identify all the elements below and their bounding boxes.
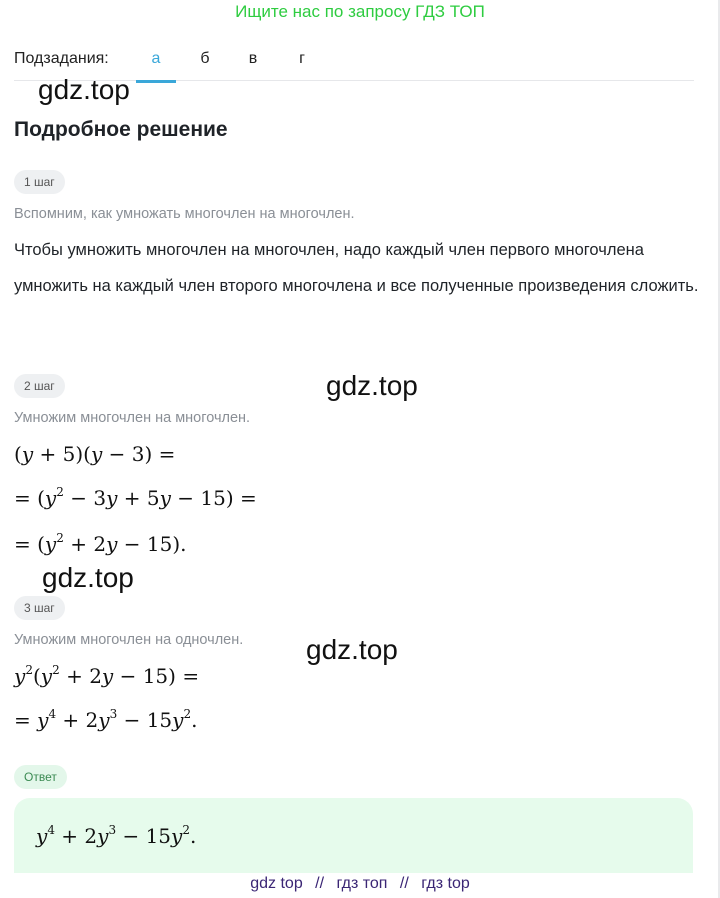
math-line: = $(y^2 - 3y + 5y - 15)$ =	[14, 485, 257, 510]
footer-link[interactable]: gdz top	[250, 875, 303, 892]
footer-link[interactable]: гдз top	[421, 875, 470, 892]
solution-title: Подробное решение	[14, 118, 228, 141]
step-hint: Вспомним, как умножать многочлен на многочлен.	[14, 206, 355, 222]
promo-banner	[0, 0, 720, 24]
watermark: gdz.top	[306, 634, 398, 665]
subtasks-label: Подзадания:	[14, 50, 109, 67]
footer	[0, 872, 720, 896]
tab-v[interactable]: в	[248, 50, 258, 67]
watermark: gdz.top	[38, 74, 130, 105]
math-line: $y^2(y^2 + 2y - 15)$ =	[14, 663, 200, 688]
step-badge: 2 шаг	[14, 374, 65, 398]
step-text: Чтобы умножить многочлен на многочлен, надо каждый член первого многочлена умножить на каждый член второго многочлена и все полученные произведения сложить.	[14, 241, 699, 295]
footer-separator: //	[315, 875, 325, 892]
answer-badge: Ответ	[14, 765, 67, 789]
step-hint: Умножим многочлен на многочлен.	[14, 410, 251, 426]
promo-banner-text: Ищите нас по запросу ГДЗ ТОП	[235, 2, 485, 21]
watermark: gdz.top	[326, 370, 418, 401]
answer-box	[14, 798, 693, 873]
answer-math: $y^4 + 2y^3 - 15y^2$.	[36, 823, 197, 848]
tab-a[interactable]: а	[136, 50, 176, 83]
watermark: gdz.top	[42, 562, 134, 593]
math-line: = $(y^2 + 2y - 15)$.	[14, 531, 187, 556]
footer-link[interactable]: гдз топ	[336, 875, 388, 892]
step-badge: 3 шаг	[14, 596, 65, 620]
tab-g[interactable]: г	[299, 50, 305, 67]
step-hint: Умножим многочлен на одночлен.	[14, 632, 244, 648]
math-line: = $y^4 + 2y^3 - 15y^2$.	[14, 707, 198, 732]
footer-separator: //	[399, 875, 409, 892]
tab-b[interactable]: б	[200, 50, 210, 67]
math-line: (y + 5)(y − 3) =	[14, 442, 176, 466]
step-badge: 1 шаг	[14, 170, 65, 194]
